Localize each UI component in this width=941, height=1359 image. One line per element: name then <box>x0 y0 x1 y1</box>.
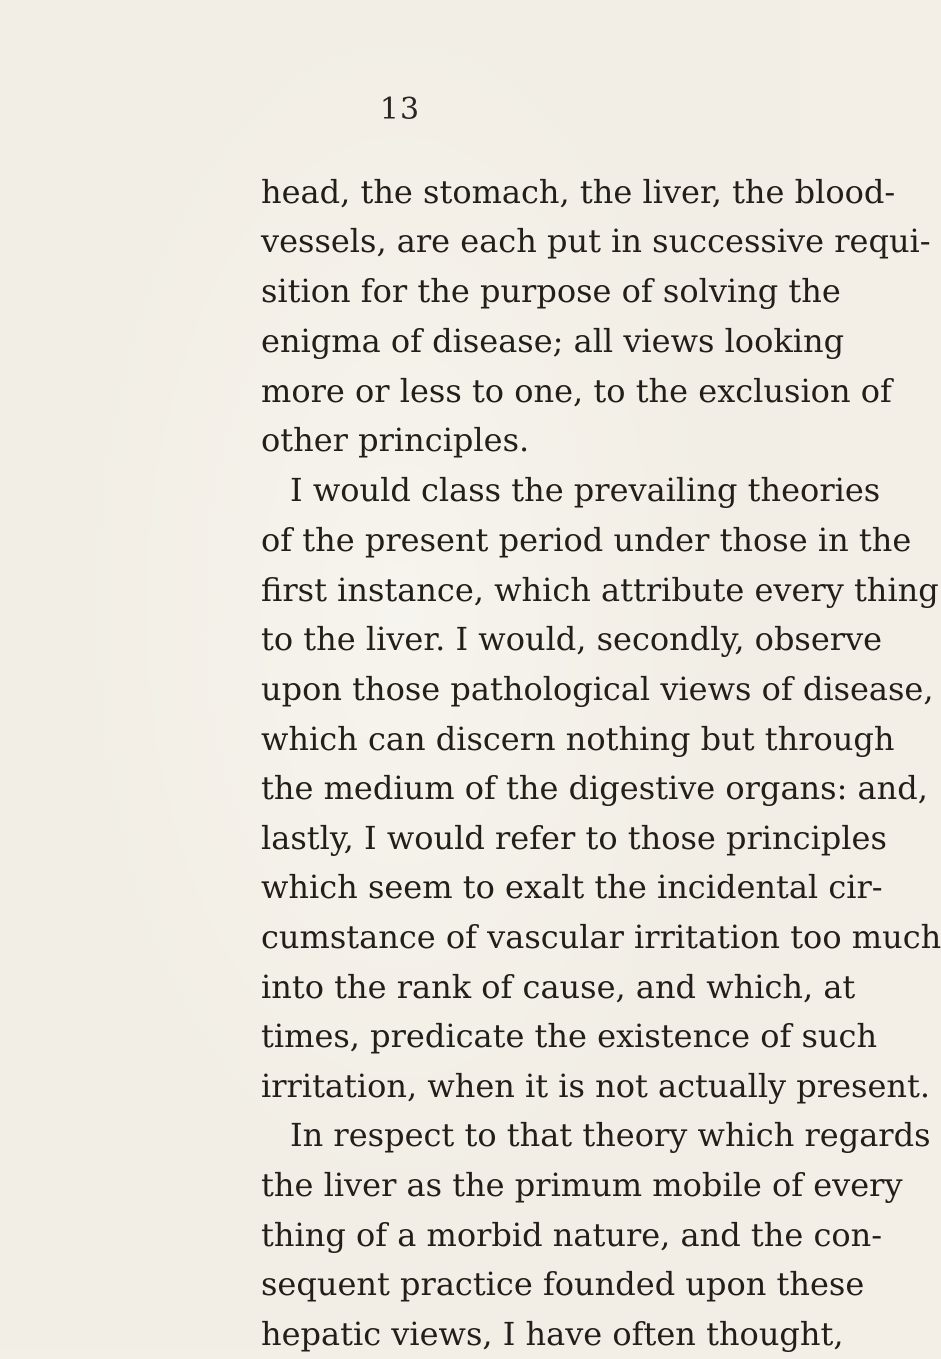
text-line: I would class the prevailing theories <box>290 471 881 509</box>
text-line: which seem to exalt the incidental cir- <box>261 868 883 906</box>
text-line: the medium of the digestive organs: and, <box>261 769 928 807</box>
text-line: the liver as the primum mobile of every <box>261 1166 903 1204</box>
text-line: vessels, are each put in successive requi- <box>261 222 931 260</box>
text-line: lastly, I would refer to those principles <box>261 819 887 857</box>
text-line: other principles. <box>261 421 530 459</box>
text-line: head, the stomach, the liver, the blood- <box>261 173 896 211</box>
page-number: 13 <box>379 92 421 127</box>
text-line: hepatic views, I have often thought, <box>261 1315 844 1353</box>
text-line: into the rank of cause, and which, at <box>261 968 856 1006</box>
text-line: cumstance of vascular irritation too much <box>261 918 941 956</box>
text-line: upon those pathological views of disease, <box>261 670 934 708</box>
text-line: times, predicate the existence of such <box>261 1017 878 1055</box>
text-line: more or less to one, to the exclusion of <box>261 372 892 410</box>
text-line: which can discern nothing but through <box>261 720 895 758</box>
text-line: enigma of disease; all views looking <box>261 322 845 360</box>
text-line: to the liver. I would, secondly, observe <box>261 620 883 658</box>
text-line: irritation, when it is not actually present. <box>261 1067 931 1105</box>
text-line: sition for the purpose of solving the <box>261 272 841 310</box>
text-line: In respect to that theory which regards <box>290 1116 931 1154</box>
text-line: of the present period under those in the <box>261 521 912 559</box>
text-line: first instance, which attribute every thing <box>261 571 939 609</box>
text-line: thing of a morbid nature, and the con- <box>261 1216 883 1254</box>
text-line: sequent practice founded upon these <box>261 1265 865 1303</box>
